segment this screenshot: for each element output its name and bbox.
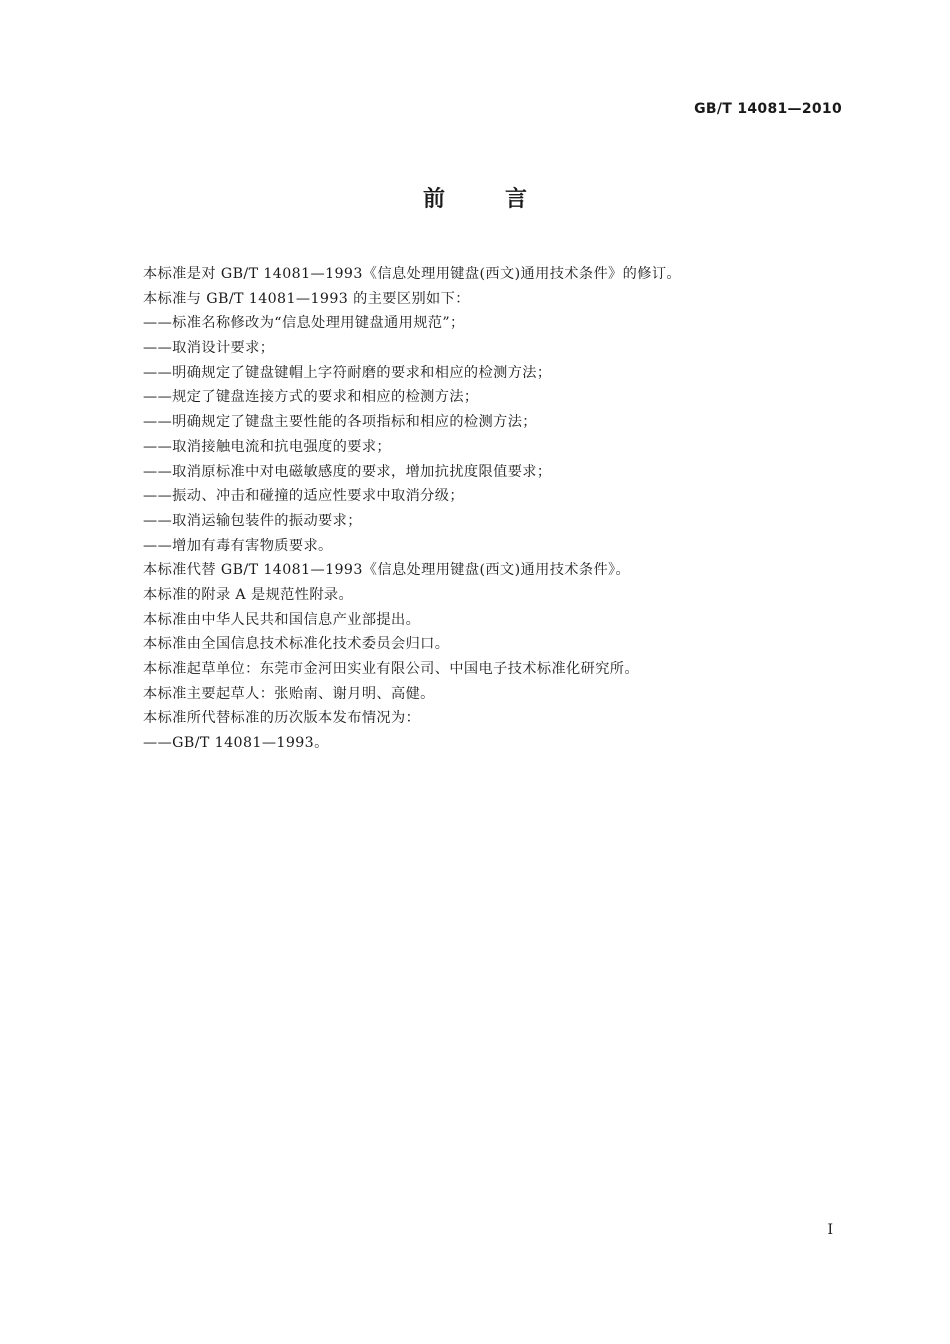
foreword-list-item: ——取消原标准中对电磁敏感度的要求，增加抗扰度限值要求；	[143, 463, 552, 480]
foreword-line: 本标准主要起草人：张贻南、谢月明、高健。	[143, 685, 435, 702]
foreword-list-item: ——明确规定了键盘键帽上字符耐磨的要求和相应的检测方法；	[143, 364, 552, 381]
foreword-body	[143, 262, 843, 756]
foreword-list-item: ——规定了键盘连接方式的要求和相应的检测方法；	[143, 389, 479, 406]
page-number: I	[827, 1222, 833, 1238]
foreword-line: 本标准所代替标准的历次版本发布情况为：	[143, 710, 421, 727]
foreword-list-item: ——取消运输包装件的振动要求；	[143, 512, 362, 529]
foreword-list-item: ——取消接触电流和抗电强度的要求；	[143, 438, 391, 455]
foreword-list-item: ——GB/T 14081—1993。	[143, 735, 329, 752]
page-title: 前言	[422, 187, 587, 212]
foreword-line: 本标准是对 GB/T 14081—1993《信息处理用键盘(西文)通用技术条件》的修订。	[143, 266, 681, 282]
foreword-list-item: ——标准名称修改为“信息处理用键盘通用规范”；	[143, 315, 465, 332]
foreword-line: 本标准由中华人民共和国信息产业部提出。	[143, 611, 421, 628]
foreword-line: 本标准由全国信息技术标准化技术委员会归口。	[143, 636, 450, 653]
foreword-list-item: ——取消设计要求；	[143, 340, 275, 357]
foreword-list-item: ——明确规定了键盘主要性能的各项指标和相应的检测方法；	[143, 414, 537, 431]
foreword-line: 本标准与 GB/T 14081—1993 的主要区别如下：	[143, 290, 470, 307]
foreword-line: 本标准代替 GB/T 14081—1993《信息处理用键盘(西文)通用技术条件》。	[143, 562, 631, 579]
foreword-list-item: ——振动、冲击和碰撞的适应性要求中取消分级；	[143, 488, 464, 505]
standard-number: GB/T 14081—2010	[694, 101, 842, 117]
foreword-line: 本标准起草单位：东莞市金河田实业有限公司、中国电子技术标准化研究所。	[143, 661, 639, 677]
foreword-list-item: ——增加有毒有害物质要求。	[143, 537, 333, 554]
foreword-line: 本标准的附录 A 是规范性附录。	[143, 586, 354, 603]
